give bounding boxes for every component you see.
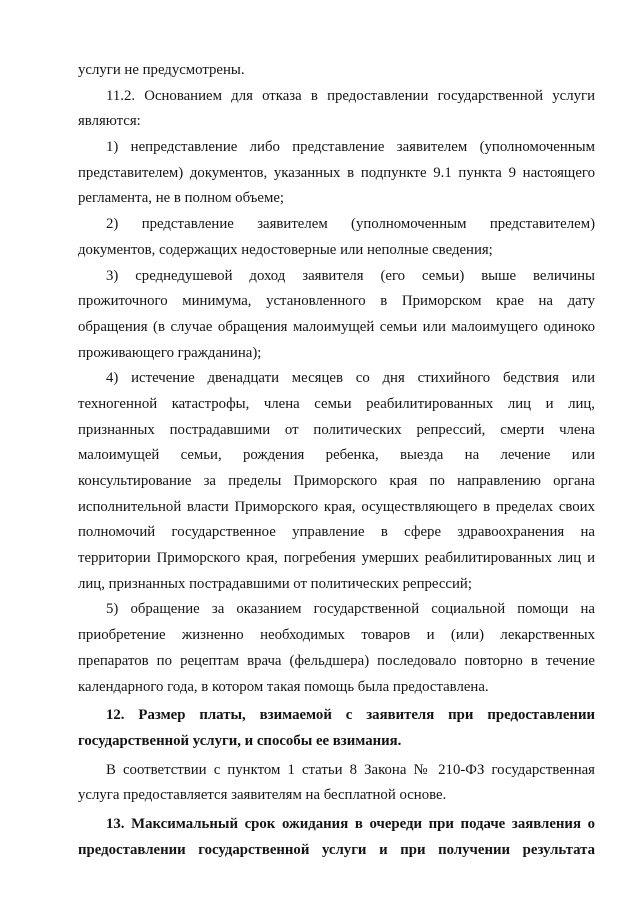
text-line: прожиточного минимума, установленного в Приморском крае на дату — [78, 293, 595, 310]
text-line: государственной услуги, и способы ее взимания. — [78, 732, 402, 749]
paragraph — [78, 135, 595, 212]
text-line: представителем) документов, указанных в подпункте 9.1 пункта 9 настоящего — [78, 164, 595, 181]
document-body — [78, 58, 595, 863]
text-line: 11.2. Основанием для отказа в предоставлении государственной услуги — [106, 87, 595, 104]
text-line: документов, содержащих недостоверные или неполные сведения; — [78, 241, 493, 258]
text-line: консультирование за пределы Приморского края по направлению органа — [78, 473, 595, 489]
text-line: 4) истечение двенадцати месяцев со дня стихийного бедствия или — [106, 370, 595, 387]
text-line: исполнительной власти Приморского края, осуществляющего в пределах своих — [78, 498, 595, 515]
text-line: лиц, признанных пострадавшими от политических репрессий; — [78, 575, 472, 592]
text-line: регламента, не в полном объеме; — [78, 190, 284, 207]
text-line: предоставлении государственной услуги и при получении результата — [78, 841, 595, 858]
text-line: техногенной катастрофы, члена семьи реабилитированных лиц и лиц, — [78, 395, 595, 412]
text-line: 3) среднедушевой доход заявителя (его семьи) выше величины — [106, 267, 595, 284]
text-line: проживающего гражданина); — [78, 344, 262, 361]
paragraph — [78, 58, 595, 84]
paragraph — [78, 758, 595, 809]
text-line: В соответствии с пунктом 1 статьи 8 Закона № 210-ФЗ государственная — [106, 761, 595, 778]
text-line: территории Приморского края, погребения умерших реабилитированных лиц и — [78, 550, 595, 567]
text-line: приобретение жизненно необходимых товаров и (или) лекарственных — [78, 627, 595, 644]
paragraph — [78, 84, 595, 135]
paragraph — [78, 264, 595, 367]
text-line: 2) представление заявителем (уполномоченным представителем) — [106, 216, 595, 233]
section-heading — [78, 703, 595, 754]
text-line: малоимущей семьи, рождения ребенка, выезда на лечение или — [78, 447, 595, 464]
paragraph — [78, 366, 595, 597]
text-line: услуга предоставляется заявителям на бесплатной основе. — [78, 787, 447, 804]
text-line: препаратов по рецептам врача (фельдшера) последовало повторно в течение — [78, 652, 595, 669]
text-line: услуги не предусмотрены. — [78, 62, 245, 78]
text-line: 5) обращение за оказанием государственной социальной помощи на — [106, 601, 595, 618]
text-line: обращения (в случае обращения малоимущей семьи или малоимущего одиноко — [78, 318, 595, 335]
text-line: являются: — [78, 113, 141, 130]
text-line: календарного года, в котором такая помощь была предоставлена. — [78, 678, 489, 695]
text-line: признанных пострадавшими от политических репрессий, смерти члена — [78, 421, 595, 438]
text-line: 1) непредставление либо представление заявителем (уполномоченным — [106, 139, 595, 156]
text-line: полномочий государственное управление в сфере здравоохранения на — [78, 524, 595, 541]
text-line: 12. Размер платы, взимаемой с заявителя при предоставлении — [106, 707, 595, 724]
section-heading — [78, 812, 595, 863]
paragraph — [78, 597, 595, 700]
text-line: 13. Максимальный срок ожидания в очереди при подаче заявления о — [106, 815, 595, 832]
paragraph — [78, 212, 595, 263]
